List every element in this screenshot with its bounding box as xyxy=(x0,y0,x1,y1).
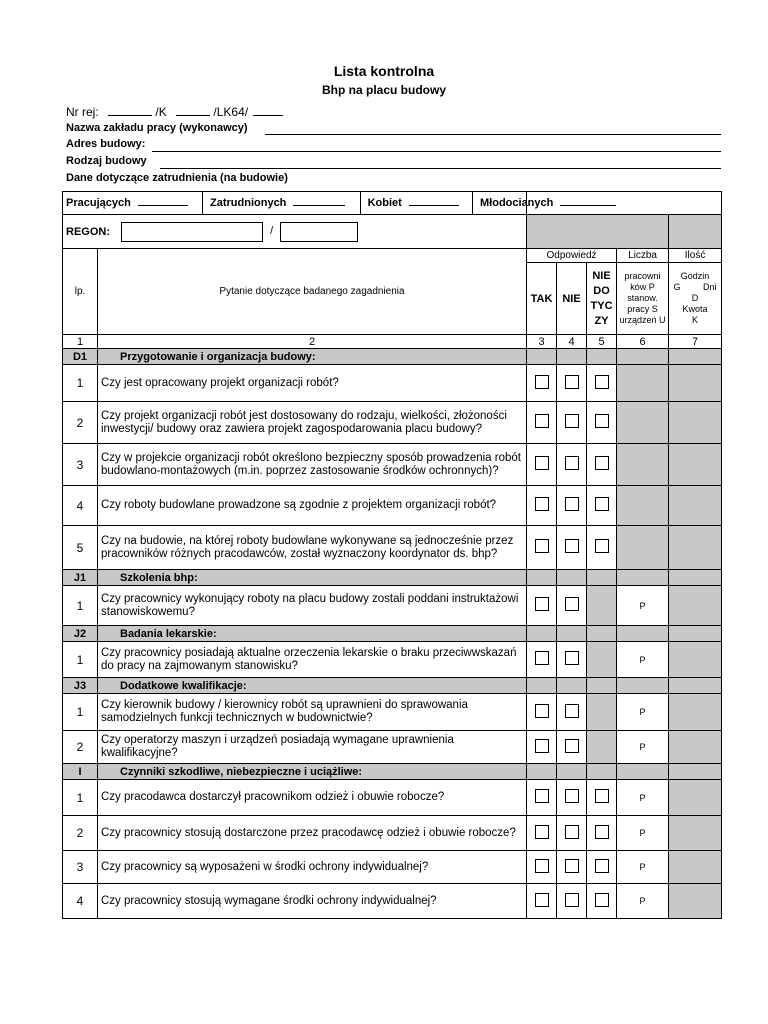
header-pytanie: Pytanie dotyczące badanego zagadnienia xyxy=(98,249,527,335)
regon-shade-1 xyxy=(527,215,669,249)
zatrudnionych-field[interactable] xyxy=(293,194,345,206)
answer-tak-checkbox[interactable] xyxy=(535,739,549,753)
answer-nie-checkbox[interactable] xyxy=(565,539,579,553)
question-row xyxy=(63,851,722,884)
question-row xyxy=(63,526,722,570)
liczba-shaded xyxy=(617,444,669,486)
ilosc-shaded xyxy=(669,402,722,444)
section-shade-cell xyxy=(669,349,722,365)
answer-nie-checkbox[interactable] xyxy=(565,456,579,470)
answer-tak-cell xyxy=(527,486,557,526)
answer-nie-cell xyxy=(557,780,587,816)
ilosc-shaded xyxy=(669,780,722,816)
liczba-cell[interactable]: P xyxy=(617,642,669,678)
regon-field-suffix[interactable] xyxy=(280,222,358,242)
section-shade-cell xyxy=(617,678,669,694)
section-code: J3 xyxy=(63,678,98,694)
answer-nie-cell xyxy=(557,486,587,526)
answer-nie-checkbox[interactable] xyxy=(565,789,579,803)
nr-rej-k: /K xyxy=(155,105,167,119)
answer-tak-cell xyxy=(527,816,557,851)
answer-tak-checkbox[interactable] xyxy=(535,893,549,907)
ilosc-shaded xyxy=(669,851,722,884)
regon-cell xyxy=(63,215,527,249)
mlodocianych-field[interactable] xyxy=(560,194,616,206)
answer-nie-dotyczy-shaded xyxy=(587,586,617,626)
section-row xyxy=(63,626,722,642)
answer-nie-cell xyxy=(557,365,587,402)
answer-tak-checkbox[interactable] xyxy=(535,414,549,428)
col-num: 5 xyxy=(587,335,617,349)
section-code: J2 xyxy=(63,626,98,642)
question-text: Czy pracownicy wykonujący roboty na placu budowy zostali poddani instruktażowi stanowiskowemu? xyxy=(98,586,527,626)
ilosc-shaded xyxy=(669,642,722,678)
question-number: 4 xyxy=(63,486,98,526)
header-liczba: Liczba xyxy=(617,249,669,263)
question-text: Czy w projekcie organizacji robót określono bezpieczny sposób prowadzenia robót budowlano-montażowych (m.in. poprzez zastosowanie środków ochronnych)? xyxy=(98,444,527,486)
answer-nie-checkbox[interactable] xyxy=(565,859,579,873)
section-shade-cell xyxy=(617,626,669,642)
question-number: 1 xyxy=(63,694,98,731)
answer-tak-checkbox[interactable] xyxy=(535,825,549,839)
nr-rej-label: Nr rej: xyxy=(66,105,99,119)
question-number: 2 xyxy=(63,402,98,444)
question-text: Czy projekt organizacji robót jest dostosowany do rodzaju, wielkości, złożoności inwestycji/ budowy oraz zawiera projekt zagospodarowania placu budowy? xyxy=(98,402,527,444)
answer-tak-checkbox[interactable] xyxy=(535,497,549,511)
question-row xyxy=(63,586,722,626)
question-row xyxy=(63,694,722,731)
question-text: Czy jest opracowany projekt organizacji robót? xyxy=(98,365,527,402)
answer-nie-cell xyxy=(557,444,587,486)
answer-nie-dotyczy-cell xyxy=(587,780,617,816)
nr-rej-field-3[interactable] xyxy=(253,104,283,116)
question-row xyxy=(63,642,722,678)
question-row xyxy=(63,816,722,851)
ilosc-shaded xyxy=(669,486,722,526)
nr-rej-lk: /LK64/ xyxy=(213,105,249,119)
ilosc-shaded xyxy=(669,526,722,570)
col-num: 3 xyxy=(527,335,557,349)
liczba-cell[interactable]: P xyxy=(617,851,669,884)
answer-tak-checkbox[interactable] xyxy=(535,539,549,553)
col-num: 1 xyxy=(63,335,98,349)
section-shade-cell xyxy=(669,570,722,586)
section-title: Przygotowanie i organizacja budowy: xyxy=(98,349,527,365)
question-number: 1 xyxy=(63,642,98,678)
answer-nie-dotyczy-cell xyxy=(587,486,617,526)
question-row xyxy=(63,444,722,486)
answer-tak-cell xyxy=(527,402,557,444)
header-odpowiedz: Odpowiedź xyxy=(527,249,617,263)
question-text: Czy roboty budowlane prowadzone są zgodnie z projektem organizacji robót? xyxy=(98,486,527,526)
question-text: Czy pracownicy stosują wymagane środki ochrony indywidualnej? xyxy=(98,884,527,919)
answer-nie-checkbox[interactable] xyxy=(565,739,579,753)
answer-tak-cell xyxy=(527,731,557,764)
question-row xyxy=(63,365,722,402)
header-ilosc: Ilość xyxy=(669,249,722,263)
header-lp: lp. xyxy=(63,249,98,335)
question-number: 2 xyxy=(63,816,98,851)
answer-nie-cell xyxy=(557,731,587,764)
header-nie: NIE xyxy=(557,263,587,335)
nr-rej-field-1[interactable] xyxy=(108,104,152,116)
header-ilosc-desc: Godzin G Dni D Kwota K xyxy=(669,263,722,335)
header-tak: TAK xyxy=(527,263,557,335)
ilosc-shaded xyxy=(669,694,722,731)
question-row xyxy=(63,486,722,526)
question-number: 1 xyxy=(63,780,98,816)
col-num: 2 xyxy=(98,335,527,349)
question-text: Czy operatorzy maszyn i urządzeń posiadają wymagane uprawnienia kwalifikacyjne? xyxy=(98,731,527,764)
question-number: 3 xyxy=(63,444,98,486)
answer-nie-dotyczy-cell xyxy=(587,851,617,884)
rodzaj-field[interactable] xyxy=(160,168,721,169)
answer-nie-dotyczy-checkbox[interactable] xyxy=(595,893,609,907)
header-liczba-desc: pracowni ków P stanow. pracy S urządzeń U xyxy=(617,263,669,335)
liczba-cell[interactable]: P xyxy=(617,816,669,851)
answer-nie-dotyczy-checkbox[interactable] xyxy=(595,859,609,873)
answer-tak-cell xyxy=(527,586,557,626)
col-num: 6 xyxy=(617,335,669,349)
answer-tak-cell xyxy=(527,642,557,678)
section-title: Szkolenia bhp: xyxy=(98,570,527,586)
dane-label: Dane dotyczące zatrudnienia (na budowie) xyxy=(66,172,288,184)
answer-nie-checkbox[interactable] xyxy=(565,825,579,839)
ilosc-shaded xyxy=(669,816,722,851)
section-code: I xyxy=(63,764,98,780)
section-shade-cell xyxy=(587,349,617,365)
section-row xyxy=(63,678,722,694)
ilosc-shaded xyxy=(669,365,722,402)
section-shade-cell xyxy=(587,764,617,780)
section-shade-cell xyxy=(527,570,557,586)
liczba-cell[interactable]: P xyxy=(617,780,669,816)
header-nie-dotyczy: NIE DO TYC ZY xyxy=(587,263,617,335)
answer-nie-checkbox[interactable] xyxy=(565,414,579,428)
answer-tak-checkbox[interactable] xyxy=(535,375,549,389)
answer-tak-cell xyxy=(527,526,557,570)
answer-tak-checkbox[interactable] xyxy=(535,859,549,873)
liczba-shaded xyxy=(617,402,669,444)
section-shade-cell xyxy=(557,626,587,642)
answer-nie-cell xyxy=(557,816,587,851)
section-title: Czynniki szkodliwe, niebezpieczne i uciążliwe: xyxy=(98,764,527,780)
mlodocianych-label: Młodocianych xyxy=(480,196,554,209)
liczba-shaded xyxy=(617,526,669,570)
answer-nie-dotyczy-cell xyxy=(587,444,617,486)
section-shade-cell xyxy=(617,349,669,365)
kobiet-field[interactable] xyxy=(409,194,459,206)
section-shade-cell xyxy=(587,570,617,586)
zaklad-label: Nazwa zakładu pracy (wykonawcy) xyxy=(66,122,248,134)
answer-nie-dotyczy-shaded xyxy=(587,642,617,678)
ilosc-shaded xyxy=(669,731,722,764)
answer-tak-cell xyxy=(527,444,557,486)
page-subtitle: Bhp na placu budowy xyxy=(321,83,446,97)
answer-nie-dotyczy-checkbox[interactable] xyxy=(595,539,609,553)
answer-tak-cell xyxy=(527,884,557,919)
section-shade-cell xyxy=(587,626,617,642)
regon-sep: / xyxy=(270,225,274,238)
answer-nie-checkbox[interactable] xyxy=(565,497,579,511)
question-row xyxy=(63,731,722,764)
question-number: 1 xyxy=(63,365,98,402)
answer-tak-checkbox[interactable] xyxy=(535,456,549,470)
section-row xyxy=(63,764,722,780)
section-shade-cell xyxy=(557,678,587,694)
pracujacych-cell xyxy=(63,192,554,215)
answer-nie-checkbox[interactable] xyxy=(565,651,579,665)
section-code: J1 xyxy=(63,570,98,586)
answer-tak-cell xyxy=(527,851,557,884)
answer-nie-dotyczy-shaded xyxy=(587,694,617,731)
question-number: 1 xyxy=(63,586,98,626)
regon-field-main[interactable] xyxy=(121,222,263,242)
ilosc-shaded xyxy=(669,586,722,626)
adres-field[interactable] xyxy=(152,151,721,152)
question-text: Czy pracownicy stosują dostarczone przez pracodawcę odzież i obuwie robocze? xyxy=(98,816,527,851)
liczba-cell[interactable]: P xyxy=(617,731,669,764)
page-title: Lista kontrolna xyxy=(333,63,435,79)
answer-tak-cell xyxy=(527,365,557,402)
answer-nie-cell xyxy=(557,851,587,884)
nr-rej-field-2[interactable] xyxy=(176,104,210,116)
question-number: 2 xyxy=(63,731,98,764)
section-title: Badania lekarskie: xyxy=(98,626,527,642)
answer-nie-dotyczy-checkbox[interactable] xyxy=(595,789,609,803)
section-code: D1 xyxy=(63,349,98,365)
section-shade-cell xyxy=(669,626,722,642)
answer-nie-cell xyxy=(557,884,587,919)
section-shade-cell xyxy=(617,764,669,780)
question-row xyxy=(63,402,722,444)
answer-nie-dotyczy-cell xyxy=(587,816,617,851)
nr-rej-line xyxy=(66,104,283,119)
answer-nie-dotyczy-cell xyxy=(587,365,617,402)
answer-nie-dotyczy-checkbox[interactable] xyxy=(595,414,609,428)
column-numbers-row xyxy=(63,335,722,349)
answer-nie-dotyczy-cell xyxy=(587,402,617,444)
answer-nie-cell xyxy=(557,586,587,626)
question-row xyxy=(63,780,722,816)
ilosc-shaded xyxy=(669,444,722,486)
answer-tak-cell xyxy=(527,780,557,816)
answer-nie-cell xyxy=(557,526,587,570)
answer-nie-cell xyxy=(557,642,587,678)
answer-nie-cell xyxy=(557,402,587,444)
answer-nie-dotyczy-cell xyxy=(587,884,617,919)
pracujacych-field[interactable] xyxy=(138,194,188,206)
section-shade-cell xyxy=(527,764,557,780)
section-shade-cell xyxy=(669,678,722,694)
answer-tak-checkbox[interactable] xyxy=(535,597,549,611)
answer-nie-cell xyxy=(557,694,587,731)
section-shade-cell xyxy=(557,764,587,780)
section-shade-cell xyxy=(587,678,617,694)
answer-nie-checkbox[interactable] xyxy=(565,375,579,389)
zatrudnionych-label: Zatrudnionych xyxy=(210,196,287,209)
question-number: 4 xyxy=(63,884,98,919)
regon-shade-2 xyxy=(669,215,722,249)
liczba-shaded xyxy=(617,365,669,402)
regon-label: REGON: xyxy=(66,225,110,238)
liczba-cell[interactable]: P xyxy=(617,694,669,731)
section-shade-cell xyxy=(557,349,587,365)
adres-label: Adres budowy: xyxy=(66,138,146,150)
section-title: Dodatkowe kwalifikacje: xyxy=(98,678,527,694)
question-row xyxy=(63,884,722,919)
rodzaj-label: Rodzaj budowy xyxy=(66,155,147,167)
answer-tak-checkbox[interactable] xyxy=(535,704,549,718)
col-num: 4 xyxy=(557,335,587,349)
col-num: 7 xyxy=(669,335,722,349)
answer-nie-checkbox[interactable] xyxy=(565,704,579,718)
answer-nie-dotyczy-checkbox[interactable] xyxy=(595,497,609,511)
section-shade-cell xyxy=(527,349,557,365)
section-row xyxy=(63,570,722,586)
section-shade-cell xyxy=(617,570,669,586)
section-shade-cell xyxy=(527,626,557,642)
answer-nie-checkbox[interactable] xyxy=(565,893,579,907)
section-row xyxy=(63,349,722,365)
pracujacych-label: Pracujących xyxy=(66,196,131,209)
zaklad-field[interactable] xyxy=(265,134,721,135)
kobiet-label: Kobiet xyxy=(367,196,402,209)
answer-nie-dotyczy-cell xyxy=(587,526,617,570)
answer-nie-dotyczy-checkbox[interactable] xyxy=(595,375,609,389)
ilosc-shaded xyxy=(669,884,722,919)
answer-tak-cell xyxy=(527,694,557,731)
liczba-cell[interactable]: P xyxy=(617,884,669,919)
section-shade-cell xyxy=(557,570,587,586)
question-text: Czy pracodawca dostarczył pracownikom odzież i obuwie robocze? xyxy=(98,780,527,816)
answer-tak-checkbox[interactable] xyxy=(535,651,549,665)
answer-nie-dotyczy-checkbox[interactable] xyxy=(595,456,609,470)
question-text: Czy na budowie, na której roboty budowlane wykonywane są jednocześnie przez pracowników różnych pracodawców, został wyznaczony koordynator ds. bhp? xyxy=(98,526,527,570)
question-number: 3 xyxy=(63,851,98,884)
checklist-table xyxy=(62,191,722,919)
answer-nie-checkbox[interactable] xyxy=(565,597,579,611)
answer-nie-dotyczy-shaded xyxy=(587,731,617,764)
question-text: Czy kierownik budowy / kierownicy robót są uprawnieni do sprawowania samodzielnych funkcji technicznych w budownictwie? xyxy=(98,694,527,731)
section-shade-cell xyxy=(527,678,557,694)
liczba-shaded xyxy=(617,486,669,526)
answer-tak-checkbox[interactable] xyxy=(535,789,549,803)
section-shade-cell xyxy=(669,764,722,780)
question-number: 5 xyxy=(63,526,98,570)
answer-nie-dotyczy-checkbox[interactable] xyxy=(595,825,609,839)
liczba-cell[interactable]: P xyxy=(617,586,669,626)
question-text: Czy pracownicy posiadają aktualne orzeczenia lekarskie o braku przeciwwskazań do pracy na zajmowanym stanowisku? xyxy=(98,642,527,678)
question-text: Czy pracownicy są wyposażeni w środki ochrony indywidualnej? xyxy=(98,851,527,884)
